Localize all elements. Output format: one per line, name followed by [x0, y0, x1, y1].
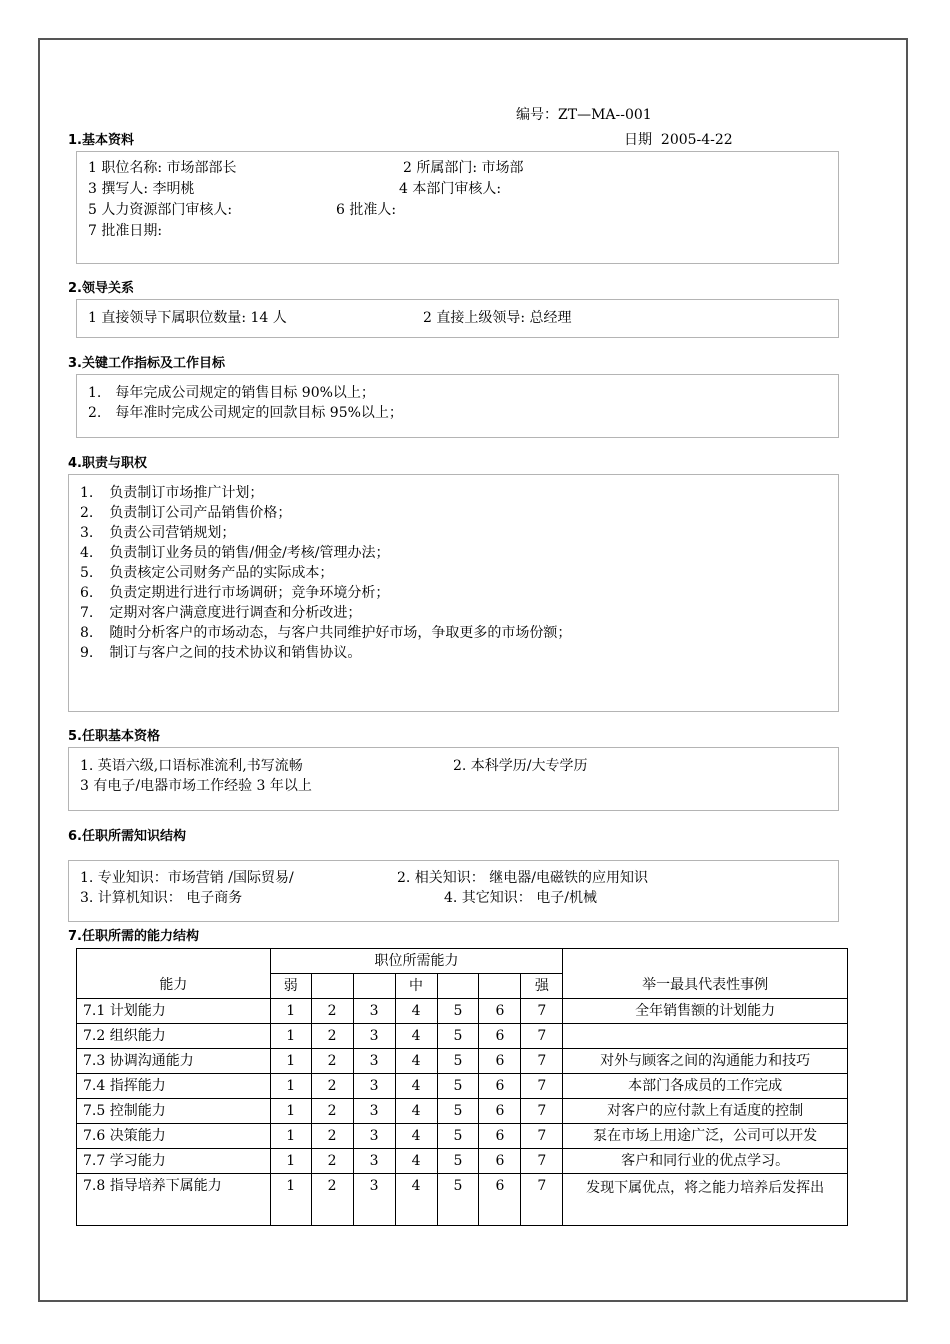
- level-cell: 3: [353, 1049, 395, 1074]
- level-cell: 1: [270, 1149, 311, 1174]
- item-number: 4.: [80, 545, 94, 561]
- level-cell: 7: [521, 1024, 563, 1049]
- level-cell: 4: [395, 1074, 437, 1099]
- section5-title: 5.任职基本资格: [68, 729, 160, 744]
- level-cell: 6: [479, 1049, 521, 1074]
- level-cell: 2: [311, 1074, 353, 1099]
- item-number: 1.: [80, 485, 94, 501]
- level-cell: 5: [437, 999, 479, 1024]
- item-number: 6.: [80, 585, 94, 601]
- section5-box: [68, 747, 839, 811]
- level-cell: 7: [521, 1174, 563, 1226]
- qualification-experience: 3 有电子/电器市场工作经验 3 年以上: [80, 778, 312, 794]
- ability-name: 7.3 协调沟通能力: [77, 1049, 271, 1074]
- hr-reviewer: 5 人力资源部门审核人:: [88, 202, 233, 218]
- item-number: 7.: [80, 605, 94, 621]
- list-item: [80, 563, 333, 583]
- section3-box: [76, 374, 839, 438]
- code-value: ZT—MA--001: [558, 107, 652, 123]
- scale-medium: 中: [395, 974, 437, 999]
- example-cell: 本部门各成员的工作完成: [563, 1074, 848, 1099]
- header-ability: 能力: [77, 949, 271, 999]
- level-cell: 4: [395, 1024, 437, 1049]
- section1-box: [76, 151, 839, 264]
- level-cell: 7: [521, 1124, 563, 1149]
- section4-box: [68, 474, 839, 712]
- approver: 6 批准人:: [336, 202, 397, 218]
- list-item: [80, 583, 389, 603]
- section2-title: 2.领导关系: [68, 281, 134, 296]
- scale-weak: 弱: [270, 974, 311, 999]
- item-text: 负责制订业务员的销售/佣金/考核/管理办法；: [109, 545, 390, 561]
- table-row: [77, 1149, 848, 1174]
- level-cell: 7: [521, 1149, 563, 1174]
- department: 2 所属部门: 市场部: [403, 160, 524, 176]
- item-text: 每年准时完成公司规定的回款目标 95%以上；: [115, 405, 403, 421]
- level-cell: 5: [437, 1124, 479, 1149]
- ability-name: 7.5 控制能力: [77, 1099, 271, 1124]
- example-cell: 对外与顾客之间的沟通能力和技巧: [563, 1049, 848, 1074]
- level-cell: 4: [395, 1099, 437, 1124]
- list-item: [88, 383, 375, 403]
- ability-name: 7.1 计划能力: [77, 999, 271, 1024]
- level-cell: 1: [270, 1174, 311, 1226]
- scale-blank: [437, 974, 479, 999]
- section2-box: [76, 299, 839, 338]
- level-cell: 4: [395, 1049, 437, 1074]
- list-item: [80, 483, 263, 503]
- ability-name: 7.6 决策能力: [77, 1124, 271, 1149]
- ability-name: 7.2 组织能力: [77, 1024, 271, 1049]
- level-cell: 1: [270, 999, 311, 1024]
- example-cell: 泵在市场上用途广泛，公司可以开发: [563, 1124, 848, 1149]
- level-cell: 4: [395, 999, 437, 1024]
- level-cell: 5: [437, 1174, 479, 1226]
- level-cell: 5: [437, 1049, 479, 1074]
- example-cell: 对客户的应付款上有适度的控制: [563, 1099, 848, 1124]
- level-cell: 1: [270, 1124, 311, 1149]
- level-cell: 7: [521, 999, 563, 1024]
- list-item: [80, 623, 571, 643]
- example-cell: 全年销售额的计划能力: [563, 999, 848, 1024]
- scale-blank: [479, 974, 521, 999]
- level-cell: 1: [270, 1074, 311, 1099]
- level-cell: 1: [270, 1099, 311, 1124]
- document-date: [624, 131, 733, 149]
- list-item: [80, 543, 390, 563]
- example-cell: 发现下属优点，将之能力培养后发挥出: [563, 1174, 848, 1226]
- scale-blank: [311, 974, 353, 999]
- subordinate-count: 1 直接领导下属职位数量: 14 人: [88, 310, 287, 326]
- item-number: 1.: [88, 385, 102, 401]
- level-cell: 6: [479, 1024, 521, 1049]
- section7-title: 7.任职所需的能力结构: [68, 929, 199, 944]
- ability-name: 7.7 学习能力: [77, 1149, 271, 1174]
- section1-title: 1.基本资料: [68, 133, 134, 148]
- level-cell: 2: [311, 999, 353, 1024]
- level-cell: 1: [270, 1049, 311, 1074]
- list-item: [80, 503, 291, 523]
- level-cell: 2: [311, 1174, 353, 1226]
- level-cell: 3: [353, 1174, 395, 1226]
- table-row: [77, 999, 848, 1024]
- list-item: [80, 523, 235, 543]
- table-row: [77, 1099, 848, 1124]
- item-text: 制订与客户之间的技术协议和销售协议。: [109, 645, 362, 661]
- knowledge-computer: 3. 计算机知识： 电子商务: [80, 890, 243, 906]
- level-cell: 7: [521, 1099, 563, 1124]
- qualification-language: 1. 英语六级,口语标准流利,书写流畅: [80, 758, 303, 774]
- item-text: 负责制订公司产品销售价格；: [109, 505, 292, 521]
- qualification-education: 2. 本科学历/大专学历: [453, 758, 588, 774]
- list-item: [88, 403, 403, 423]
- level-cell: 6: [479, 1099, 521, 1124]
- knowledge-professional: 1. 专业知识：市场营销 /国际贸易/: [80, 870, 294, 886]
- level-cell: 5: [437, 1074, 479, 1099]
- table-row: [77, 1049, 848, 1074]
- level-cell: 3: [353, 1124, 395, 1149]
- level-cell: 3: [353, 1149, 395, 1174]
- knowledge-related: 2. 相关知识： 继电器/电磁铁的应用知识: [397, 870, 648, 886]
- level-cell: 3: [353, 1024, 395, 1049]
- item-text: 负责公司营销规划；: [109, 525, 236, 541]
- knowledge-other: 4. 其它知识： 电子/机械: [444, 890, 597, 906]
- scale-blank: [353, 974, 395, 999]
- level-cell: 3: [353, 1074, 395, 1099]
- table-row: [77, 1124, 848, 1149]
- scale-strong: 强: [521, 974, 563, 999]
- direct-superior: 2 直接上级领导: 总经理: [423, 310, 572, 326]
- code-label: 编号：: [516, 107, 558, 123]
- date-value: 2005-4-22: [660, 132, 733, 148]
- level-cell: 4: [395, 1124, 437, 1149]
- item-text: 每年完成公司规定的销售目标 90%以上；: [115, 385, 375, 401]
- level-cell: 2: [311, 1124, 353, 1149]
- level-cell: 2: [311, 1049, 353, 1074]
- level-cell: 3: [353, 999, 395, 1024]
- level-cell: 1: [270, 1024, 311, 1049]
- item-text: 随时分析客户的市场动态，与客户共同维护好市场，争取更多的市场份额；: [109, 625, 572, 641]
- table-row: [77, 1174, 848, 1226]
- item-number: 8.: [80, 625, 94, 641]
- document-code: [516, 106, 652, 124]
- table-row: [77, 1074, 848, 1099]
- level-cell: 6: [479, 1174, 521, 1226]
- section6-title: 6.任职所需知识结构: [68, 829, 186, 844]
- level-cell: 7: [521, 1049, 563, 1074]
- item-number: 9.: [80, 645, 94, 661]
- position-name: 1 职位名称: 市场部部长: [88, 160, 237, 176]
- dept-reviewer: 4 本部门审核人:: [399, 181, 502, 197]
- level-cell: 6: [479, 1074, 521, 1099]
- ability-name: 7.8 指导培养下属能力: [77, 1174, 271, 1226]
- level-cell: 2: [311, 1024, 353, 1049]
- example-cell: [563, 1024, 848, 1049]
- level-cell: 6: [479, 999, 521, 1024]
- list-item: [80, 603, 361, 623]
- level-cell: 5: [437, 1024, 479, 1049]
- level-cell: 2: [311, 1099, 353, 1124]
- list-item: [80, 643, 361, 663]
- ability-name: 7.4 指挥能力: [77, 1074, 271, 1099]
- level-cell: 5: [437, 1099, 479, 1124]
- level-cell: 2: [311, 1149, 353, 1174]
- level-cell: 3: [353, 1099, 395, 1124]
- section6-box: [68, 860, 839, 922]
- approve-date: 7 批准日期:: [88, 223, 163, 239]
- item-number: 2.: [88, 405, 102, 421]
- section4-title: 4.职责与职权: [68, 456, 147, 471]
- table-row: [77, 1024, 848, 1049]
- section3-title: 3.关键工作指标及工作目标: [68, 356, 225, 371]
- item-text: 负责制订市场推广计划；: [109, 485, 264, 501]
- item-number: 3.: [80, 525, 94, 541]
- header-example: 举一最具代表性事例: [563, 949, 848, 999]
- level-cell: 5: [437, 1149, 479, 1174]
- item-text: 定期对客户满意度进行调查和分析改进；: [109, 605, 362, 621]
- item-number: 5.: [80, 565, 94, 581]
- level-cell: 4: [395, 1174, 437, 1226]
- item-text: 负责核定公司财务产品的实际成本；: [109, 565, 334, 581]
- level-cell: 6: [479, 1149, 521, 1174]
- level-cell: 7: [521, 1074, 563, 1099]
- ability-table: [76, 948, 848, 1226]
- level-cell: 6: [479, 1124, 521, 1149]
- level-cell: 4: [395, 1149, 437, 1174]
- item-number: 2.: [80, 505, 94, 521]
- item-text: 负责定期进行进行市场调研；竞争环境分析；: [109, 585, 390, 601]
- example-cell: 客户和同行业的优点学习。: [563, 1149, 848, 1174]
- header-required: 职位所需能力: [270, 949, 563, 974]
- date-label: 日期: [624, 132, 652, 148]
- author: 3 撰写人: 李明桃: [88, 181, 195, 197]
